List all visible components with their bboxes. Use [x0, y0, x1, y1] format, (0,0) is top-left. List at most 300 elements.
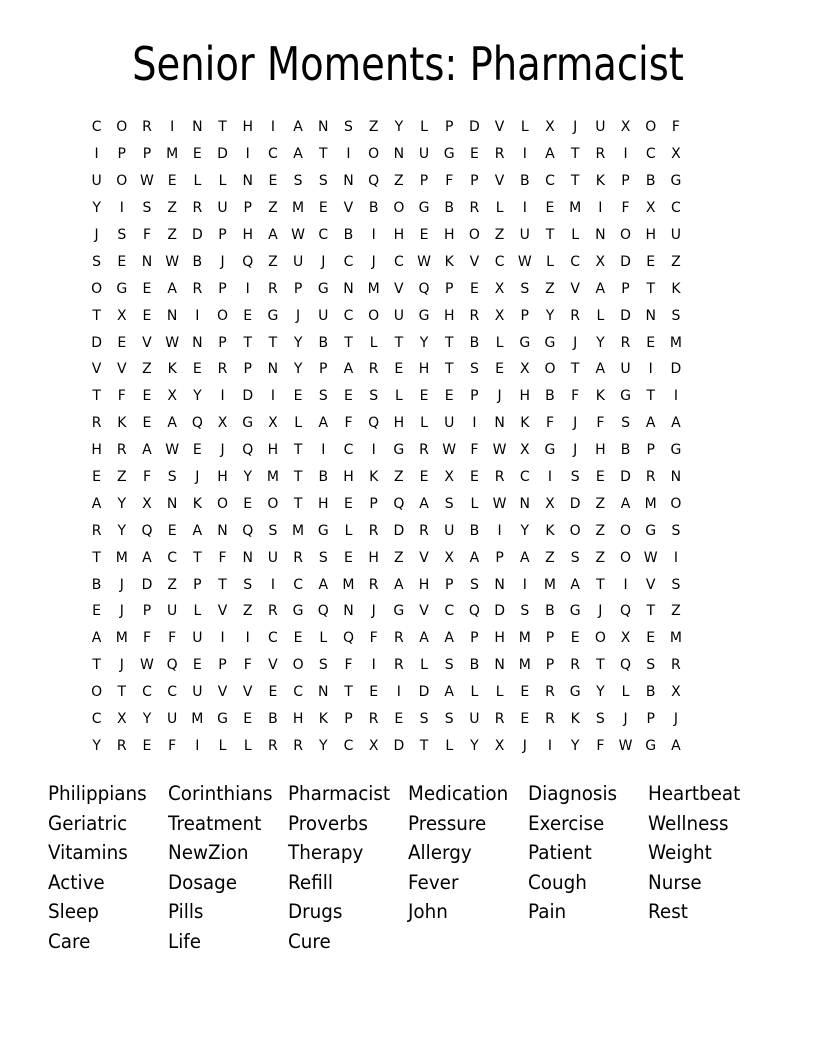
- grid-row: [84, 114, 734, 141]
- grid-letter: L: [596, 307, 605, 324]
- grid-letter: U: [595, 119, 606, 136]
- grid-letter: R: [192, 200, 203, 217]
- grid-letter: T: [319, 146, 328, 163]
- grid-letter: A: [671, 737, 681, 754]
- grid-letter: E: [394, 711, 404, 728]
- grid-letter: A: [318, 415, 329, 432]
- grid-letter: E: [268, 173, 278, 190]
- grid-letter: R: [419, 442, 429, 459]
- grid-letter: F: [142, 227, 151, 243]
- grid-letter: O: [91, 684, 103, 701]
- grid-letter: E: [192, 442, 202, 459]
- grid-letter: S: [444, 657, 454, 674]
- grid-letter: Z: [268, 200, 278, 217]
- grid-letter: T: [596, 576, 605, 593]
- grid-letter: L: [546, 253, 554, 270]
- word-list-item: Patient: [528, 841, 592, 865]
- grid-letter: X: [519, 442, 530, 459]
- grid-letter: N: [242, 549, 253, 566]
- grid-letter: R: [570, 657, 581, 674]
- grid-row: [84, 141, 734, 168]
- word-list-item: Pills: [168, 900, 204, 924]
- grid-row: [84, 329, 734, 356]
- grid-row: [84, 168, 734, 195]
- grid-letter: S: [671, 307, 681, 324]
- grid-letter: V: [469, 253, 480, 270]
- word-list-item: Diagnosis: [528, 782, 618, 805]
- grid-letter: Y: [293, 361, 303, 378]
- grid-letter: A: [595, 280, 606, 297]
- word-list-item: Rest: [648, 900, 688, 924]
- grid-letter: B: [318, 469, 329, 486]
- grid-letter: V: [645, 576, 656, 593]
- grid-letter: O: [116, 119, 128, 136]
- grid-letter: J: [119, 657, 124, 674]
- grid-letter: E: [167, 173, 177, 190]
- grid-letter: A: [91, 495, 102, 512]
- word-list-item: Philippians: [48, 782, 147, 805]
- grid-letter: T: [344, 334, 353, 351]
- grid-letter: E: [545, 200, 555, 217]
- grid-letter: G: [544, 442, 556, 459]
- grid-letter: H: [318, 495, 329, 512]
- grid-letter: B: [545, 603, 555, 620]
- grid-letter: Q: [317, 603, 329, 620]
- grid-letter: I: [346, 146, 351, 163]
- grid-letter: W: [417, 253, 431, 270]
- grid-letter: Z: [394, 173, 404, 190]
- grid-letter: P: [293, 280, 303, 297]
- grid-letter: G: [317, 522, 329, 539]
- grid-letter: U: [217, 200, 228, 217]
- grid-letter: N: [166, 307, 178, 324]
- grid-letter: T: [243, 334, 252, 351]
- grid-letter: P: [369, 495, 378, 512]
- grid-letter: N: [494, 576, 505, 593]
- grid-letter: H: [292, 711, 304, 728]
- grid-letter: K: [192, 495, 202, 512]
- grid-letter: A: [519, 549, 530, 566]
- grid-letter: M: [518, 657, 531, 674]
- grid-letter: V: [343, 200, 354, 217]
- word-list-item: Active: [48, 870, 105, 894]
- grid-letter: M: [342, 576, 355, 593]
- grid-letter: H: [595, 442, 606, 459]
- grid-letter: C: [570, 253, 581, 270]
- page-title: Senior Moments: Pharmacist: [132, 37, 684, 91]
- grid-letter: Y: [470, 737, 479, 754]
- grid-letter: W: [140, 173, 154, 190]
- grid-letter: X: [494, 737, 505, 754]
- grid-letter: T: [218, 119, 227, 136]
- grid-letter: G: [393, 603, 405, 620]
- grid-letter: R: [469, 200, 480, 217]
- grid-letter: A: [343, 361, 354, 378]
- grid-letter: I: [623, 576, 628, 593]
- word-list: [48, 780, 788, 958]
- word-list-item: Heartbeat: [648, 782, 741, 805]
- grid-letter: M: [115, 630, 128, 647]
- grid-letter: Q: [242, 522, 254, 539]
- grid-row: [84, 464, 734, 491]
- grid-letter: L: [344, 522, 353, 539]
- grid-letter: Z: [595, 522, 606, 539]
- grid-letter: V: [570, 280, 580, 297]
- grid-letter: I: [673, 388, 678, 405]
- grid-letter: I: [270, 576, 275, 593]
- grid-letter: C: [268, 630, 278, 647]
- grid-letter: P: [444, 280, 454, 297]
- grid-letter: B: [469, 334, 480, 351]
- grid-letter: Y: [596, 334, 605, 351]
- grid-letter: P: [470, 173, 479, 190]
- grid-letter: P: [444, 119, 454, 136]
- grid-letter: P: [218, 227, 227, 243]
- grid-letter: J: [522, 737, 527, 754]
- grid-letter: L: [369, 334, 378, 351]
- grid-letter: W: [618, 737, 633, 754]
- grid-letter: L: [420, 415, 428, 432]
- grid-letter: O: [645, 119, 657, 136]
- grid-letter: I: [220, 388, 225, 405]
- grid-letter: R: [368, 522, 379, 539]
- grid-letter: T: [92, 307, 101, 324]
- grid-letter: P: [444, 576, 454, 593]
- grid-letter: F: [545, 415, 554, 432]
- grid-letter: V: [419, 549, 429, 566]
- grid-letter: S: [646, 657, 656, 674]
- grid-letter: J: [220, 442, 225, 459]
- grid-letter: X: [217, 415, 228, 432]
- grid-letter: C: [519, 469, 530, 486]
- grid-letter: O: [116, 173, 128, 190]
- grid-letter: Z: [394, 549, 404, 566]
- grid-letter: B: [318, 334, 329, 351]
- grid-letter: S: [318, 657, 328, 674]
- grid-letter: I: [598, 200, 603, 217]
- grid-letter: K: [595, 173, 605, 190]
- grid-letter: R: [293, 737, 303, 754]
- grid-letter: J: [119, 576, 124, 593]
- grid-letter: F: [168, 737, 177, 754]
- grid-letter: G: [418, 307, 430, 324]
- grid-letter: R: [469, 307, 480, 324]
- grid-letter: A: [268, 227, 278, 243]
- grid-letter: Z: [595, 495, 606, 512]
- grid-letter: S: [444, 711, 454, 728]
- grid-letter: T: [293, 442, 303, 459]
- grid-letter: H: [368, 549, 379, 566]
- grid-letter: D: [469, 119, 480, 136]
- grid-row: [84, 544, 734, 571]
- grid-letter: N: [192, 334, 203, 351]
- grid-letter: N: [519, 495, 531, 512]
- grid-letter: Z: [368, 119, 379, 136]
- grid-letter: J: [497, 388, 502, 405]
- word-list-item: Care: [48, 929, 91, 953]
- grid-letter: E: [117, 334, 127, 351]
- grid-letter: Z: [167, 227, 177, 243]
- grid-letter: E: [293, 630, 303, 647]
- word-list-item: Pressure: [408, 811, 487, 835]
- grid-letter: W: [165, 253, 180, 270]
- grid-letter: D: [620, 253, 631, 270]
- grid-letter: Y: [193, 388, 202, 405]
- grid-letter: Z: [167, 576, 177, 593]
- grid-letter: C: [343, 307, 354, 324]
- grid-letter: F: [621, 200, 630, 217]
- grid-letter: G: [569, 684, 581, 701]
- grid-letter: R: [545, 711, 555, 728]
- grid-letter: I: [371, 657, 376, 674]
- grid-letter: C: [343, 442, 354, 459]
- grid-letter: F: [344, 415, 353, 432]
- grid-letter: I: [371, 442, 376, 459]
- grid-letter: O: [620, 549, 632, 566]
- grid-letter: I: [170, 119, 175, 136]
- grid-letter: G: [645, 737, 657, 754]
- grid-letter: E: [268, 684, 278, 701]
- word-list-item: Corinthians: [168, 782, 273, 805]
- grid-letter: W: [643, 549, 658, 566]
- grid-letter: R: [192, 280, 203, 297]
- grid-letter: L: [243, 737, 252, 754]
- grid-letter: J: [371, 603, 376, 620]
- grid-row: [84, 652, 734, 679]
- grid-letter: K: [167, 361, 177, 378]
- grid-letter: Z: [545, 280, 555, 297]
- grid-letter: H: [242, 119, 253, 136]
- grid-letter: F: [571, 388, 580, 405]
- grid-row: [84, 679, 734, 706]
- grid-letter: X: [545, 119, 555, 136]
- grid-letter: G: [645, 522, 657, 539]
- grid-letter: M: [669, 630, 682, 647]
- grid-letter: P: [646, 711, 655, 728]
- grid-letter: F: [218, 549, 227, 566]
- grid-letter: U: [670, 227, 682, 243]
- grid-letter: D: [91, 334, 102, 351]
- grid-letter: D: [620, 307, 631, 324]
- grid-row: [84, 437, 734, 464]
- grid-letter: T: [293, 495, 303, 512]
- grid-letter: S: [318, 173, 328, 190]
- grid-letter: L: [294, 415, 302, 432]
- grid-letter: Y: [419, 334, 429, 351]
- grid-letter: E: [167, 522, 177, 539]
- grid-letter: L: [445, 737, 454, 754]
- grid-letter: W: [492, 495, 507, 512]
- grid-letter: C: [343, 737, 354, 754]
- grid-letter: O: [544, 361, 556, 378]
- grid-letter: Z: [394, 469, 404, 486]
- grid-letter: L: [571, 227, 580, 243]
- grid-letter: A: [91, 630, 102, 647]
- grid-letter: I: [522, 146, 527, 163]
- grid-letter: K: [570, 711, 580, 728]
- grid-letter: R: [293, 549, 303, 566]
- grid-row: [84, 706, 734, 733]
- grid-letter: G: [242, 415, 254, 432]
- grid-letter: N: [494, 415, 505, 432]
- grid-letter: T: [444, 334, 454, 351]
- grid-letter: E: [344, 388, 353, 405]
- grid-letter: H: [494, 630, 505, 647]
- grid-letter: A: [469, 549, 480, 566]
- grid-letter: E: [92, 603, 102, 620]
- grid-letter: N: [217, 522, 228, 539]
- grid-letter: Y: [570, 737, 580, 754]
- grid-letter: P: [218, 280, 227, 297]
- grid-letter: T: [596, 657, 605, 674]
- grid-letter: E: [192, 657, 202, 674]
- grid-letter: O: [594, 630, 606, 647]
- grid-letter: A: [394, 576, 404, 593]
- grid-letter: T: [268, 334, 278, 351]
- grid-letter: A: [620, 495, 631, 512]
- word-list-item: Proverbs: [288, 811, 368, 835]
- word-search-grid: [84, 114, 734, 759]
- grid-letter: J: [321, 253, 326, 270]
- grid-letter: G: [620, 388, 631, 405]
- grid-letter: S: [469, 361, 479, 378]
- grid-letter: I: [195, 307, 200, 324]
- grid-letter: V: [91, 361, 102, 378]
- grid-letter: R: [368, 576, 379, 593]
- grid-letter: H: [443, 307, 455, 324]
- grid-letter: X: [519, 361, 530, 378]
- grid-letter: A: [142, 549, 152, 566]
- grid-letter: B: [469, 657, 480, 674]
- grid-letter: B: [368, 200, 379, 217]
- grid-letter: E: [419, 469, 429, 486]
- grid-letter: Z: [167, 200, 177, 217]
- grid-letter: J: [673, 711, 678, 728]
- grid-letter: T: [344, 684, 353, 701]
- grid-letter: I: [472, 415, 477, 432]
- grid-letter: E: [469, 280, 479, 297]
- grid-letter: A: [192, 522, 203, 539]
- grid-letter: G: [317, 280, 329, 297]
- grid-letter: W: [165, 442, 180, 459]
- grid-letter: K: [520, 415, 530, 432]
- grid-letter: G: [670, 442, 682, 459]
- grid-letter: H: [393, 415, 405, 432]
- grid-letter: X: [368, 737, 379, 754]
- grid-letter: U: [469, 711, 480, 728]
- grid-letter: S: [318, 388, 328, 405]
- grid-letter: R: [268, 603, 278, 620]
- grid-letter: S: [469, 576, 479, 593]
- grid-letter: Q: [468, 603, 480, 620]
- grid-letter: Y: [520, 522, 530, 539]
- grid-letter: B: [192, 253, 203, 270]
- grid-letter: X: [620, 119, 631, 136]
- grid-letter: I: [94, 146, 99, 163]
- grid-letter: R: [91, 522, 102, 539]
- grid-letter: I: [522, 200, 527, 217]
- grid-letter: J: [573, 334, 578, 351]
- grid-letter: F: [243, 657, 252, 674]
- grid-letter: X: [545, 495, 555, 512]
- grid-letter: N: [343, 603, 354, 620]
- grid-letter: A: [671, 415, 681, 432]
- grid-letter: S: [595, 711, 605, 728]
- grid-letter: V: [217, 603, 228, 620]
- grid-letter: H: [418, 576, 430, 593]
- grid-letter: W: [140, 657, 154, 674]
- grid-letter: S: [293, 173, 303, 190]
- grid-letter: Z: [242, 603, 253, 620]
- grid-letter: N: [393, 146, 405, 163]
- grid-letter: V: [494, 119, 505, 136]
- grid-letter: H: [242, 227, 253, 243]
- grid-letter: H: [393, 227, 405, 243]
- grid-letter: V: [268, 657, 278, 674]
- grid-letter: B: [469, 522, 480, 539]
- grid-letter: A: [167, 415, 177, 432]
- grid-letter: I: [245, 630, 250, 647]
- grid-letter: G: [544, 334, 556, 351]
- grid-letter: O: [368, 307, 380, 324]
- word-list-item: Refill: [288, 870, 333, 894]
- grid-letter: C: [545, 173, 555, 190]
- grid-letter: G: [569, 603, 581, 620]
- word-list-item: [528, 928, 641, 958]
- grid-letter: W: [442, 442, 457, 459]
- grid-letter: V: [242, 684, 253, 701]
- grid-row: [84, 732, 734, 759]
- grid-letter: K: [117, 415, 127, 432]
- grid-letter: J: [573, 415, 578, 432]
- grid-letter: B: [519, 173, 530, 190]
- grid-letter: H: [267, 442, 279, 459]
- grid-letter: P: [646, 442, 655, 459]
- grid-letter: M: [669, 334, 682, 351]
- grid-letter: T: [117, 684, 127, 701]
- grid-letter: H: [418, 361, 430, 378]
- grid-letter: L: [218, 737, 227, 754]
- grid-letter: F: [671, 119, 680, 136]
- grid-letter: P: [243, 200, 252, 217]
- grid-letter: E: [142, 280, 152, 297]
- grid-letter: N: [595, 227, 606, 243]
- grid-row: [84, 195, 734, 222]
- grid-letter: D: [141, 576, 153, 593]
- grid-letter: E: [419, 227, 429, 243]
- grid-letter: M: [569, 200, 582, 217]
- grid-letter: A: [570, 576, 580, 593]
- grid-letter: C: [318, 227, 329, 243]
- grid-letter: R: [268, 737, 278, 754]
- grid-row: [84, 490, 734, 517]
- grid-letter: Q: [418, 280, 430, 297]
- grid-letter: L: [495, 684, 504, 701]
- word-list-item: Cure: [288, 929, 331, 953]
- grid-letter: G: [519, 334, 531, 351]
- grid-letter: L: [420, 657, 428, 674]
- grid-letter: C: [167, 549, 178, 566]
- grid-letter: Z: [116, 469, 127, 486]
- grid-letter: F: [596, 415, 605, 432]
- grid-letter: E: [344, 549, 353, 566]
- grid-letter: R: [620, 334, 631, 351]
- grid-letter: J: [371, 253, 376, 270]
- grid-letter: B: [268, 711, 278, 728]
- grid-letter: F: [445, 173, 454, 190]
- grid-letter: I: [245, 280, 250, 297]
- grid-letter: O: [292, 657, 304, 674]
